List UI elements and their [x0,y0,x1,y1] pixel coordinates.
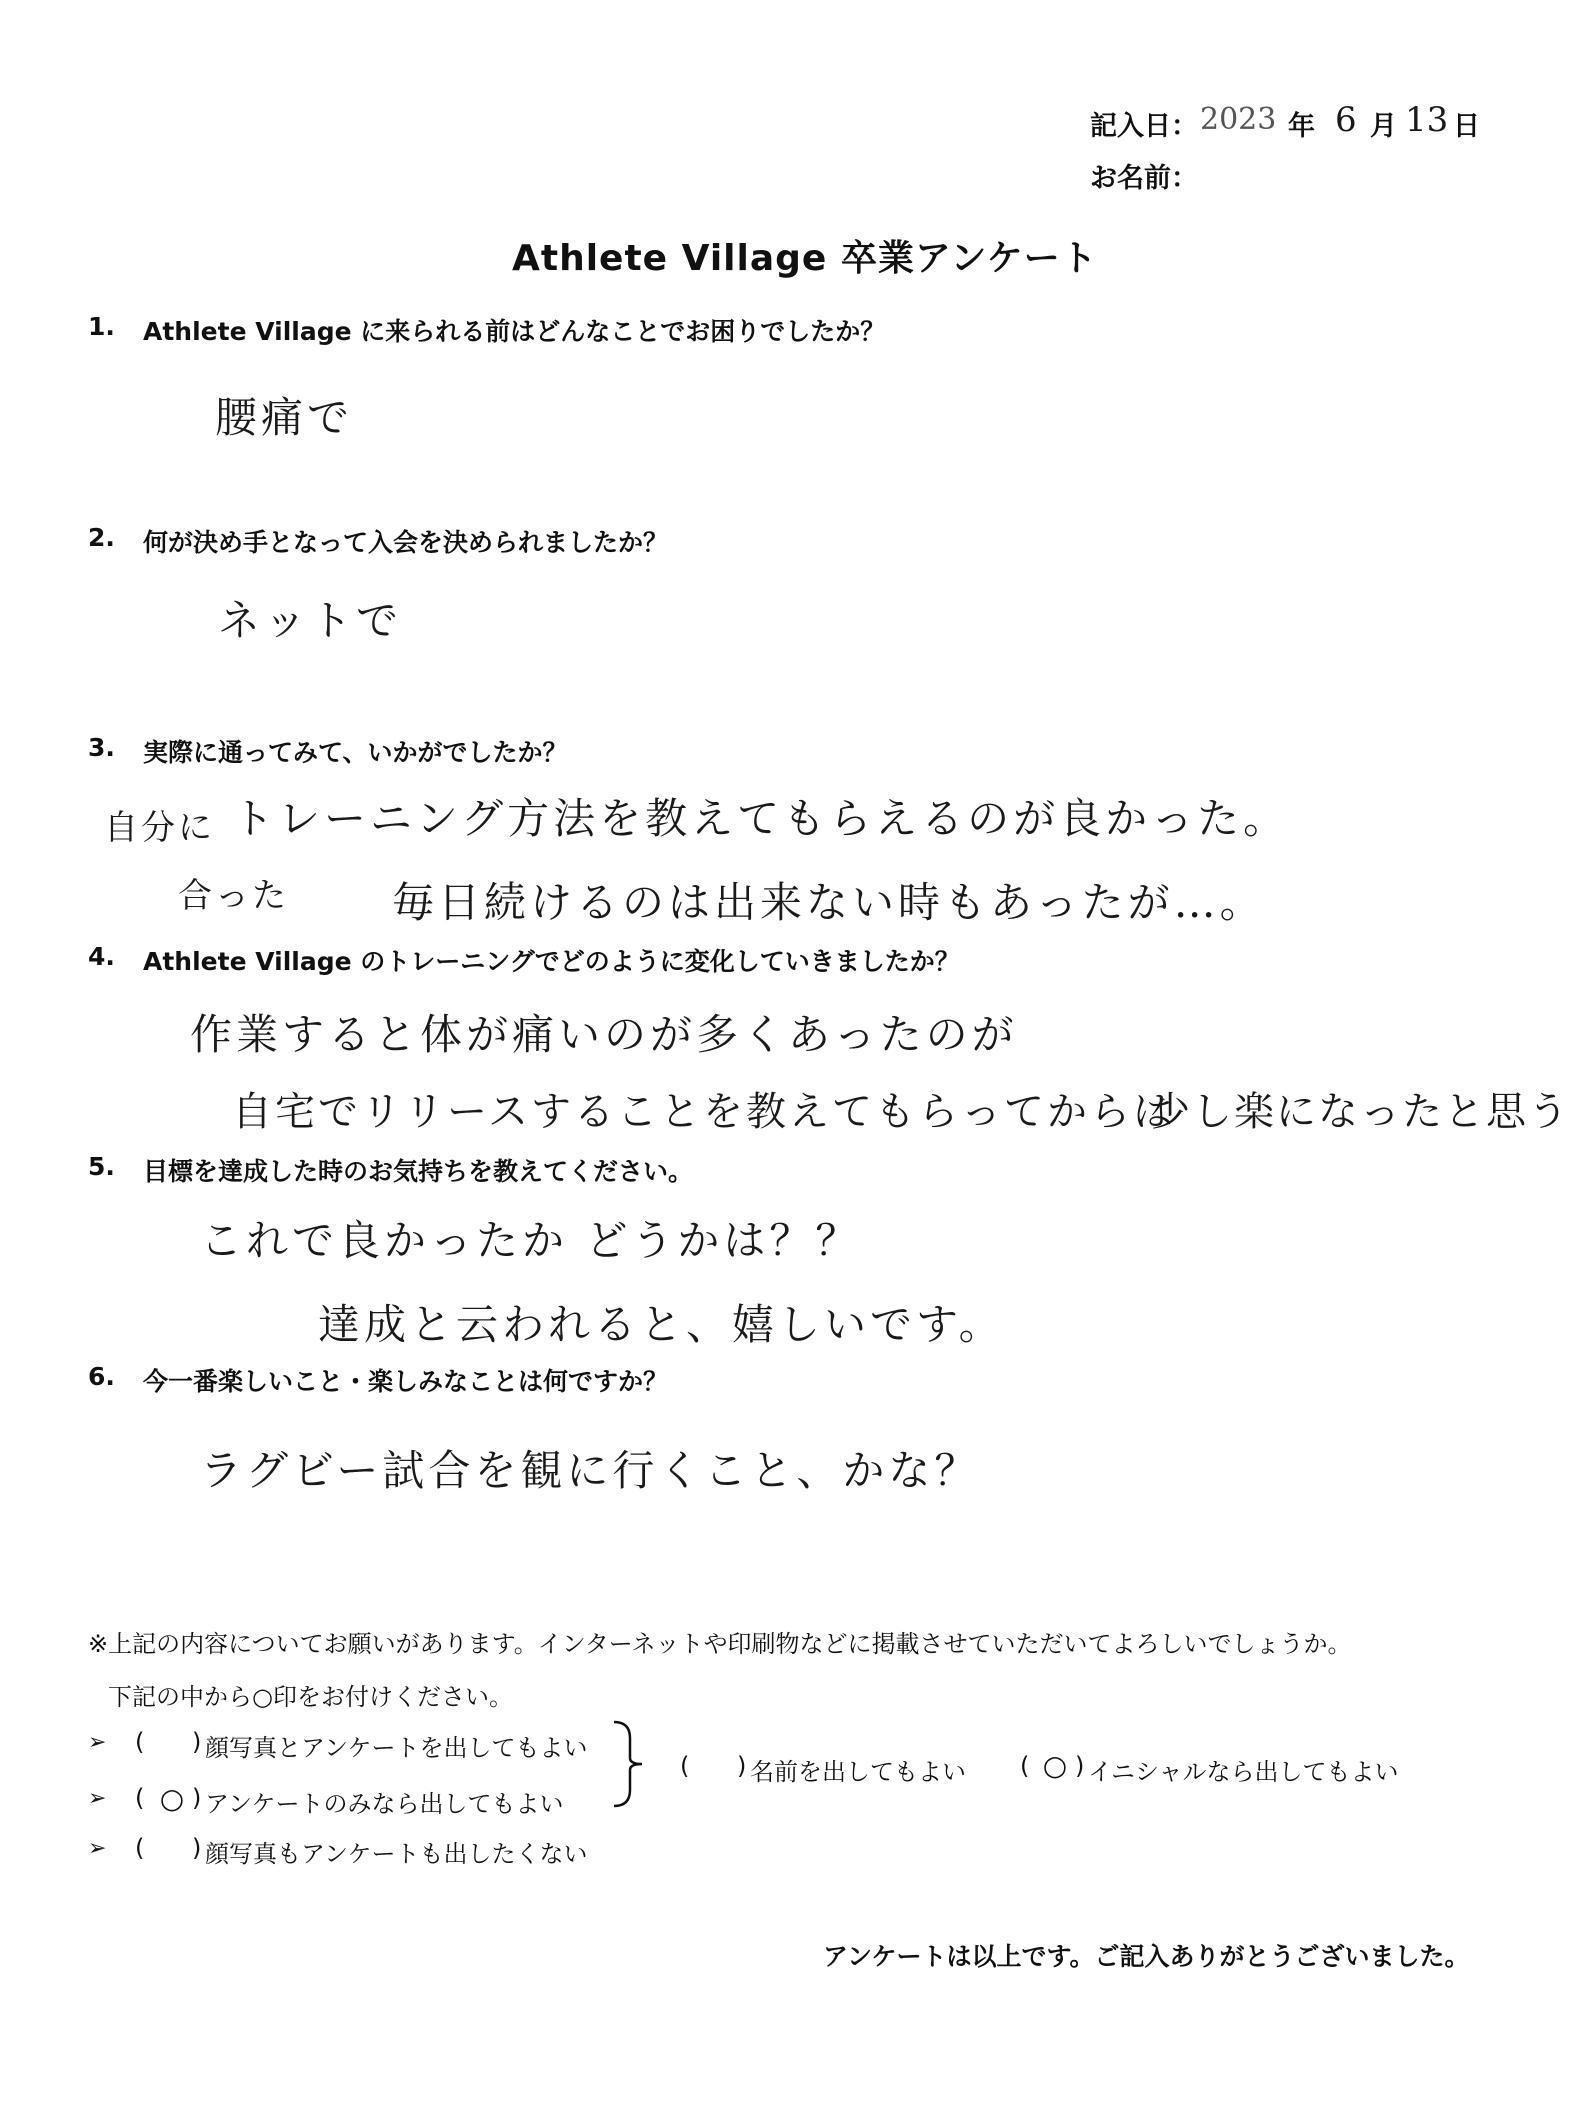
option-paren-open: ( [135,1784,145,1812]
option-paren-close: ) [192,1784,202,1812]
question-text: 何が決め手となって入会を決められましたか？ [143,528,669,557]
question-text: 目標を達成した時のお気持ちを教えてください。 [143,1157,694,1186]
date-month: 6 [1335,100,1357,140]
answer-text: ラグビー試合を観に行くこと、かな？ [200,1446,981,1495]
date-label: 記入日： [1090,111,1198,142]
option-paren-open: ( [135,1728,145,1756]
arrow-icon: ➢ [88,1836,107,1861]
question-number: 3. [88,733,115,762]
question-number: 4. [88,942,115,971]
question-number: 6. [88,1362,115,1391]
option-paren-close: ) [192,1728,202,1756]
date-day: 13 [1405,100,1449,140]
answer-text: 作業すると体が痛いのが多くあったのが [190,1010,1018,1059]
option-label: 顔写真もアンケートも出したくない [205,1840,588,1868]
answer-text: 少し楽になったと思う [1150,1089,1570,1135]
option-label: 顔写真とアンケートを出してもよい [205,1734,588,1762]
answer-text: 達成と云われると、嬉しいです。 [318,1300,1005,1349]
answer-text: 自分に [104,808,215,848]
day-unit: 日 [1453,111,1480,142]
option-paren-open: ( [135,1834,145,1862]
option-mark[interactable]: ○ [159,1782,185,1815]
answer-text: ネットで [218,596,403,645]
option-paren-open: ( [680,1752,690,1780]
option-paren-close: ) [192,1834,202,1862]
answer-text: 毎日続けるのは出来ない時もあったが…。 [392,878,1266,927]
answer-text: 合った [178,876,289,916]
page-title: Athlete Village 卒業アンケート [512,238,1098,279]
brace-icon [612,1718,652,1810]
question-text: 実際に通ってみて、いかがでしたか？ [143,738,568,767]
arrow-icon: ➢ [88,1786,107,1811]
question-text: Athlete Village のトレーニングでどのように変化していきましたか？ [143,947,960,976]
sub-option-label: イニシャルなら出してもよい [1088,1758,1399,1786]
name-label: お名前： [1090,163,1198,194]
option-label: アンケートのみなら出してもよい [205,1790,564,1818]
question-text: 今一番楽しいこと・楽しみなことは何ですか？ [143,1367,669,1396]
closing-message: アンケートは以上です。ご記入ありがとうございました。 [823,1942,1470,1971]
arrow-icon: ➢ [88,1730,107,1755]
option-paren-open: ( [1020,1752,1030,1780]
answer-text: 腰痛で [215,393,354,442]
sub-option-label: 名前を出してもよい [750,1758,966,1786]
consent-note: ※上記の内容についてお願いがあります。インターネットや印刷物などに掲載させていただいてよろしいでしょうか。 [88,1630,1352,1658]
answer-text: トレーニング方法を教えてもらえるのが良かった。 [232,794,1290,843]
question-number: 1. [88,312,115,341]
question-number: 5. [88,1152,115,1181]
answer-text: 自宅でリリースすることを教えてもらってからは [232,1089,1176,1135]
year-unit: 年 [1288,111,1315,142]
question-number: 2. [88,523,115,552]
option-paren-close: ) [1075,1752,1085,1780]
sub-option-mark[interactable]: ○ [1042,1749,1068,1782]
answer-text: これで良かったか どうかは？？ [200,1216,862,1265]
option-paren-close: ) [737,1752,747,1780]
question-text: Athlete Village に来られる前はどんなことでお困りでしたか？ [143,317,886,346]
month-unit: 月 [1370,111,1397,142]
date-year: 2023 [1200,102,1277,137]
consent-instruction: 下記の中から○印をお付けください。 [108,1683,513,1711]
